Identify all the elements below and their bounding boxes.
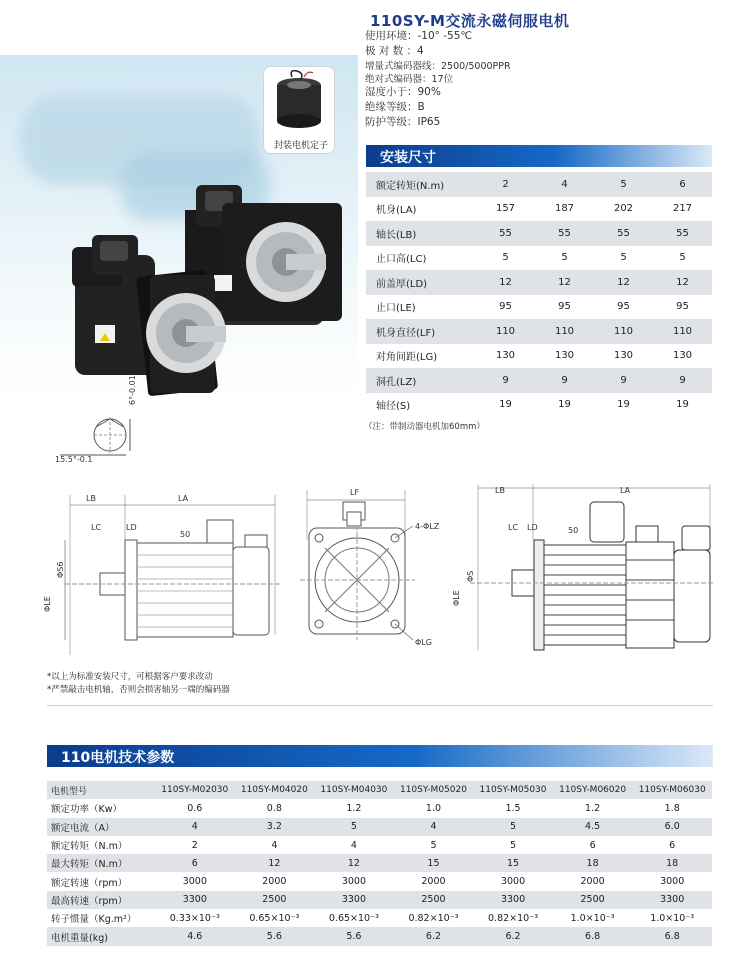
table-row [366,221,712,246]
table-row [47,836,712,854]
table-cell: 4 [235,836,315,854]
table-cell: 2 [155,836,235,854]
brake-dim-le: ΦLE [452,590,461,606]
brake-dim-lc: LC [508,523,519,532]
brake-dim-lb: LB [495,486,505,495]
table-cell: 5 [394,836,474,854]
table-row [47,927,712,945]
table-cell: 0.82×10⁻³ [473,909,553,927]
table-cell: 3300 [155,891,235,909]
table-cell: 3000 [155,872,235,890]
table-cell: 3.2 [235,818,315,836]
side-dim-lb: LB [86,494,96,503]
table-cell: 217 [653,197,712,222]
table-cell: 19 [653,393,712,418]
table-cell: 3300 [632,891,712,909]
table-cell: 1.0×10⁻³ [632,909,712,927]
table-cell: 0.65×10⁻³ [235,909,315,927]
table-cell: 洞孔(LZ) [366,368,476,393]
table-row [47,799,712,817]
table-cell: 0.6 [155,799,235,817]
side-dim-50: 50 [180,530,191,539]
table-cell: 55 [594,221,653,246]
table-cell: 2 [476,172,535,197]
table-cell: 额定电流（A） [47,818,155,836]
table-cell: 4.6 [155,927,235,945]
stator-caption: 封装电机定子 [273,141,328,151]
table-cell: 2500 [553,891,633,909]
front-view-drawing [295,480,445,660]
table-cell: 157 [476,197,535,222]
table-cell: 9 [476,368,535,393]
table-cell: 额定功率（Kw） [47,799,155,817]
table-cell: 0.8 [235,799,315,817]
install-section-header [366,145,712,167]
table-cell: 额定转速（rpm） [47,872,155,890]
brake-dim-ld: LD [527,523,538,532]
table-cell: 130 [535,344,594,369]
table-cell: 对角间距(LG) [366,344,476,369]
table-cell: 电机重量(kg) [47,927,155,945]
table-cell: 110 [476,319,535,344]
divider [47,705,713,706]
table-row [366,197,712,222]
table-cell: 最高转速（rpm） [47,891,155,909]
table-cell: 12 [594,270,653,295]
table-row [47,891,712,909]
table-cell: 6.2 [473,927,553,945]
tech-section-header [47,745,713,767]
brake-dim-50: 50 [568,526,579,535]
table-row [366,172,712,197]
table-cell: 4.5 [553,818,633,836]
table-cell: 95 [535,295,594,320]
table-cell: 3000 [632,872,712,890]
spec-environment: 使用环境：-10° -55℃ [365,30,473,42]
table-cell: 12 [535,270,594,295]
table-cell: 前盖厚(LD) [366,270,476,295]
table-cell: 5 [473,818,553,836]
table-cell: 4 [155,818,235,836]
table-cell: 95 [476,295,535,320]
table-cell: 110SY-M06030 [632,781,712,799]
table-cell: 15 [394,854,474,872]
table-cell: 19 [594,393,653,418]
table-cell: 95 [653,295,712,320]
spec-protection: 防护等级：IP65 [365,116,441,128]
side-dim-s: ΦS6 [56,561,65,578]
table-cell: 2000 [553,872,633,890]
table-cell: 0.65×10⁻³ [314,909,394,927]
drawing-note: *以上为标准安装尺寸，可根据客户要求改动 [47,672,213,682]
table-cell: 18 [632,854,712,872]
table-cell: 110SY-M05020 [394,781,474,799]
table-cell: 轴长(LB) [366,221,476,246]
table-cell: 4 [394,818,474,836]
table-cell: 6 [553,836,633,854]
table-cell: 6 [155,854,235,872]
table-cell: 1.0 [394,799,474,817]
table-cell: 5 [473,836,553,854]
table-cell: 130 [476,344,535,369]
tech-table [47,781,712,946]
spec-humidity: 湿度小于：90% [365,86,441,98]
table-cell: 6 [653,172,712,197]
spec-absolute-encoder: 绝对式编码器：17位 [365,74,454,85]
table-cell: 5.6 [235,927,315,945]
table-row [366,344,712,369]
table-cell: 5 [594,246,653,271]
table-cell: 5 [476,246,535,271]
table-cell: 110SY-M04030 [314,781,394,799]
table-cell: 110SY-M02030 [155,781,235,799]
table-cell: 110SY-M05030 [473,781,553,799]
table-cell: 130 [594,344,653,369]
table-cell: 机身(LA) [366,197,476,222]
table-cell: 5 [594,172,653,197]
table-cell: 9 [653,368,712,393]
table-cell: 95 [594,295,653,320]
table-cell: 转子惯量（Kg.m²） [47,909,155,927]
shaft-dim-key: 6°-0.01 [128,375,137,405]
table-header-row [47,781,712,799]
table-cell: 5 [535,246,594,271]
drawing-notes [47,671,230,697]
front-dim-lg: ΦLG [415,638,432,647]
table-row [366,368,712,393]
shaft-dim-width: 15.5°-0.1 [55,455,93,464]
table-cell: 1.2 [314,799,394,817]
tech-heading: 110电机技术参数 [61,750,175,766]
table-cell: 15 [473,854,553,872]
drawing-note: *严禁敲击电机轴，否则会损害轴另一端的编码器 [47,685,230,695]
table-row [47,872,712,890]
table-row [366,319,712,344]
table-cell: 12 [476,270,535,295]
table-cell: 6 [632,836,712,854]
table-cell: 18 [553,854,633,872]
table-cell: 12 [314,854,394,872]
brake-dim-la: LA [620,486,631,495]
table-row [366,246,712,271]
table-cell: 最大转矩（N.m） [47,854,155,872]
install-note: （注：带制动器电机加60mm） [364,422,485,432]
front-dim-lz: 4-ΦLZ [415,522,440,531]
table-cell: 5 [653,246,712,271]
table-cell: 2000 [235,872,315,890]
side-dim-lc: LC [91,523,102,532]
table-cell: 止口(LE) [366,295,476,320]
install-table [366,172,712,417]
table-cell: 6.8 [553,927,633,945]
table-cell: 6.2 [394,927,474,945]
table-row [366,393,712,418]
table-cell: 187 [535,197,594,222]
table-row [366,295,712,320]
table-cell: 3000 [473,872,553,890]
table-cell: 55 [653,221,712,246]
side-dim-le: ΦLE [43,596,52,612]
table-row [47,909,712,927]
table-cell: 130 [653,344,712,369]
brake-motor-drawing [450,480,720,660]
spec-pole-pairs: 极 对 数 ：4 [365,45,424,57]
table-cell: 止口高(LC) [366,246,476,271]
table-cell: 电机型号 [47,781,155,799]
table-cell: 9 [594,368,653,393]
table-cell: 19 [476,393,535,418]
table-cell: 5 [314,818,394,836]
table-cell: 4 [314,836,394,854]
table-row [366,270,712,295]
table-cell: 110SY-M04020 [235,781,315,799]
table-row [47,818,712,836]
spec-insulation: 绝缘等级：B [365,101,425,113]
table-cell: 额定转矩（N.m） [47,836,155,854]
table-cell: 6.8 [632,927,712,945]
front-dim-lf: LF [350,488,360,497]
side-dim-ld: LD [126,523,137,532]
table-cell: 202 [594,197,653,222]
table-cell: 6.0 [632,818,712,836]
table-cell: 1.0×10⁻³ [553,909,633,927]
table-cell: 机身直径(LF) [366,319,476,344]
table-cell: 110 [594,319,653,344]
table-cell: 19 [535,393,594,418]
table-cell: 110 [535,319,594,344]
table-cell: 12 [235,854,315,872]
product-title: 110SY-M交流永磁伺服电机 [370,12,570,30]
table-cell: 9 [535,368,594,393]
table-cell: 1.2 [553,799,633,817]
table-cell: 4 [535,172,594,197]
brake-dim-s: ΦS [466,570,475,582]
table-cell: 55 [476,221,535,246]
table-cell: 1.8 [632,799,712,817]
spec-incremental-encoder: 增量式编码器线：2500/5000PPR [365,61,511,72]
table-row [47,854,712,872]
table-cell: 2500 [394,891,474,909]
table-cell: 2500 [235,891,315,909]
side-dim-la: LA [178,494,189,503]
table-cell: 2000 [394,872,474,890]
table-cell: 1.5 [473,799,553,817]
table-cell: 额定转矩(N.m) [366,172,476,197]
table-cell: 0.33×10⁻³ [155,909,235,927]
side-view-drawing [45,485,285,660]
table-cell: 3300 [314,891,394,909]
table-cell: 3000 [314,872,394,890]
table-cell: 轴径(S) [366,393,476,418]
table-cell: 110SY-M06020 [553,781,633,799]
table-cell: 5.6 [314,927,394,945]
table-cell: 12 [653,270,712,295]
table-cell: 3300 [473,891,553,909]
table-cell: 110 [653,319,712,344]
install-heading: 安装尺寸 [380,150,436,166]
table-cell: 0.82×10⁻³ [394,909,474,927]
table-cell: 55 [535,221,594,246]
